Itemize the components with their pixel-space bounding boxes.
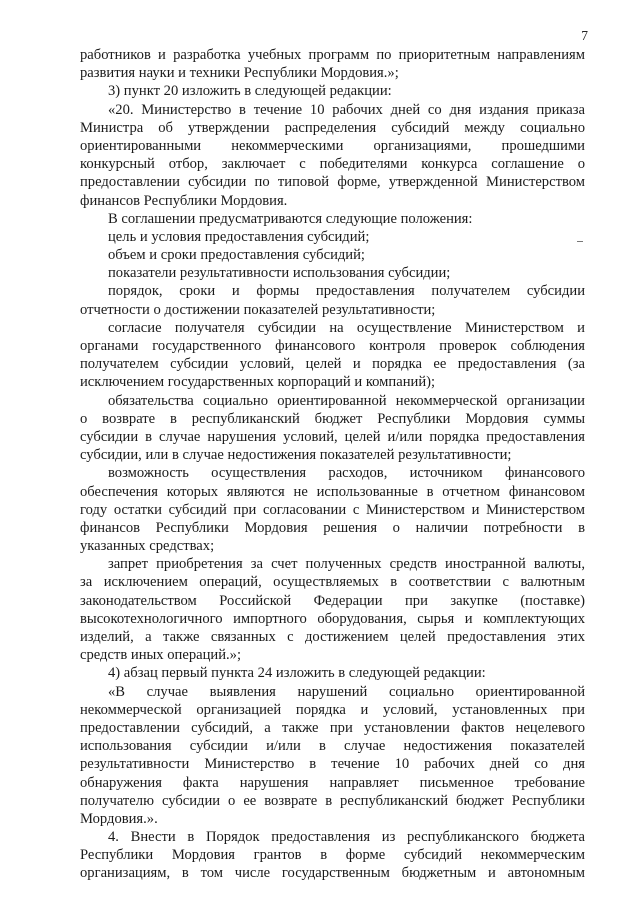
text-line: результативности Министерство в течение 10 рабочих дней со дня: [80, 756, 585, 773]
text-line: предоставлении субсидий, а также при установлении фактов нецелевого: [80, 719, 585, 736]
text-line: исключением государственных корпораций и компаний);: [80, 374, 436, 391]
text-line: возможность осуществления расходов, источником финансового: [108, 465, 585, 482]
text-line: конкурсный отбор, заключает с победителями конкурса соглашение о: [80, 156, 585, 173]
text-line: субсидии в случае нарушения условий, целей и/или порядка предоставления: [80, 428, 585, 445]
text-line: ориентированными некоммерческими организациями, прошедшими: [80, 137, 585, 154]
text-line: согласие получателя субсидии на осуществление Министерством и: [108, 319, 585, 336]
text-line: развития науки и техники Республики Мордовия.»;: [80, 65, 399, 82]
document-body: [80, 46, 585, 883]
text-line: отчетности о достижении показателей результативности;: [80, 301, 436, 318]
text-line: указанных средствах;: [80, 538, 215, 555]
text-line: 3) пункт 20 изложить в следующей редакции:: [108, 83, 392, 100]
text-line: финансов Республики Мордовия.: [80, 192, 288, 209]
text-line: получателю субсидии о ее возврате в республиканский бюджет Республики: [80, 792, 585, 809]
text-line: показатели результативности использования субсидии;: [108, 265, 451, 282]
text-line: «20. Министерство в течение 10 рабочих дней со дня издания приказа: [108, 101, 585, 118]
text-line: «В случае выявления нарушений социально ориентированной: [108, 683, 585, 700]
text-line: за исключением операций, осуществляемых в соответствии с валютным: [80, 574, 585, 591]
text-line: о возврате в республиканский бюджет Республики Мордовия суммы: [80, 410, 585, 427]
text-line: органами государственного финансового контроля проверок соблюдения: [80, 338, 585, 354]
text-line: высокотехнологичного импортного оборудования, сырья и комплектующих: [80, 610, 585, 627]
page-number: 7: [581, 28, 588, 43]
text-line: 4. Внести в Порядок предоставления из республиканского бюджета: [108, 829, 585, 846]
text-line: цель и условия предоставления субсидий;: [108, 228, 370, 245]
text-line: предоставлении субсидии по типовой форме, утвержденной Министерством: [80, 174, 585, 191]
text-line: Республики Мордовия грантов в форме субсидий некоммерческим: [80, 847, 585, 864]
text-line: законодательством Российской Федерации при закупке (поставке): [80, 592, 585, 609]
text-line: 4) абзац первый пункта 24 изложить в следующей редакции:: [108, 665, 486, 682]
text-line: средств иных операций.»;: [80, 647, 242, 664]
text-line: работников и разработка учебных программ по приоритетным направлениям: [80, 47, 585, 63]
text-line: порядок, сроки и формы предоставления получателем субсидии: [108, 283, 585, 300]
text-line: изделий, а также связанных с достижением целей предоставления этих: [80, 629, 585, 645]
text-line: В соглашении предусматриваются следующие положения:: [108, 210, 473, 227]
text-line: субсидии, или в случае недостижения показателей результативности;: [80, 447, 512, 464]
text-line: финансов Республики Мордовия решения о наличии потребности в: [80, 519, 585, 536]
text-line: году остатки субсидий при согласовании с Министерством и Министерством: [80, 501, 585, 518]
text-line: объем и сроки предоставления субсидий;: [108, 247, 365, 264]
text-line: некоммерческой организацией порядка и условий, установленных при: [80, 701, 585, 718]
text-line: запрет приобретения за счет полученных средств иностранной валюты,: [108, 556, 585, 573]
text-line: обязательства социально ориентированной некоммерческой организации: [108, 392, 585, 409]
text-line: использования субсидии и/или в случае недостижения показателей: [80, 738, 585, 755]
text-line: обнаружения факта нарушения направляет письменное требование: [80, 774, 585, 791]
text-line: организациям, в том числе государственным бюджетным и автономным: [80, 865, 585, 882]
text-line: обеспечения которых являются не использованные в отчетном финансовом: [80, 483, 585, 500]
text-line: Мордовия.».: [80, 810, 158, 827]
text-line: Министра об утверждении распределения субсидий между социально: [80, 119, 585, 136]
text-line: получателем субсидии условий, целей и порядка ее предоставления (за: [80, 356, 585, 373]
